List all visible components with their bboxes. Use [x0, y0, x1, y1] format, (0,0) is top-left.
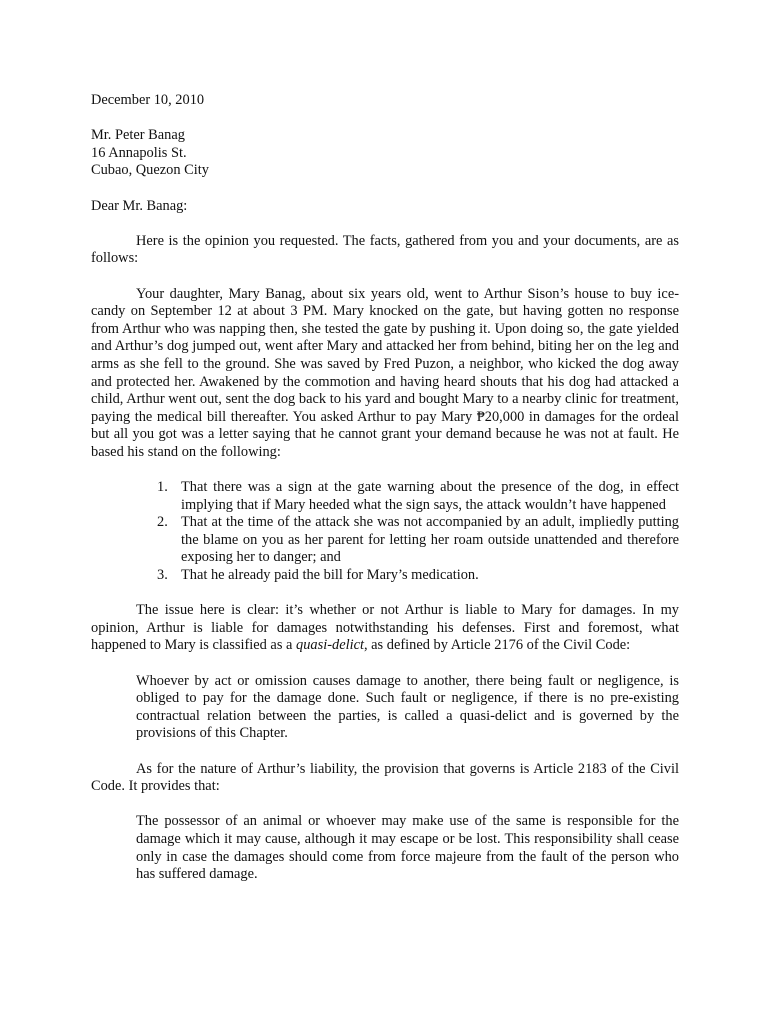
recipient-city: Cubao, Quezon City: [91, 162, 209, 179]
article-2176-quote: Whoever by act or omission causes damage to another, there being fault or negligence, is obliged to pay for the damage done. Such fault or negligence, if there is no pre-existing contractual relation between the parties, is called a quasi-delict and is governed by the provisions of this Chapter.: [136, 672, 679, 742]
recipient-address: [91, 127, 679, 180]
article-2183-quote: The possessor of an animal or whoever may make use of the same is responsible for the damage which it may cause, although it may escape or be lost. This responsibility shall cease only in case the damages should come from force majeure from the fault of the person who has suffered damage.: [136, 813, 679, 883]
intro-paragraph: Here is the opinion you requested. The facts, gathered from you and your documents, are as follows:: [91, 232, 679, 267]
list-item-text: That he already paid the bill for Mary’s medication.: [181, 567, 479, 584]
list-item: [157, 567, 679, 585]
recipient-name: Mr. Peter Banag: [91, 127, 185, 144]
facts-paragraph: Your daughter, Mary Banag, about six years old, went to Arthur Sison’s house to buy ice-candy on September 12 at about 3 PM. Mary knocked on the gate, but having gotten no response from Arthur who was napping then, she tested the gate by pushing it. Upon doing so, the gate yielded and Arthur’s dog jumped out, went after Mary and attacked her from behind, biting her on the leg and arms as she fell to the ground. She was saved by Fred Puzon, a neighbor, who kicked the dog away and protected her. Awakened by the commotion and having heard shouts that his dog had attacked a child, Arthur went out, sent the dog back to his yard and bought Mary to a nearby clinic for treatment, paying the medical bill thereafter. You asked Arthur to pay Mary ₱20,000 in damages for the ordeal but all you got was a letter saying that he cannot grant your demand because he was not at fault. He based his stand on the following:: [91, 285, 679, 460]
letter-body: [91, 92, 679, 901]
list-item: [157, 479, 679, 514]
salutation: Dear Mr. Banag:: [91, 197, 188, 214]
issue-text-before: The issue here is clear: it’s whether or not Arthur is liable to Mary for damages. In my opinion, Arthur is liable for damages notwithstanding his defenses. First and foremost, what happened to Mary is classified as a: [91, 602, 679, 654]
issue-text-after: , as defined by Article 2176 of the Civil Code:: [363, 637, 631, 654]
recipient-street: 16 Annapolis St.: [91, 144, 187, 161]
defenses-list: [91, 479, 679, 585]
list-item: [157, 514, 679, 567]
list-item-text: That at the time of the attack she was not accompanied by an adult, impliedly putting the blame on you as her parent for letting her roam outside unattended and therefore exposing her to danger; and: [181, 514, 679, 566]
list-item-number: 3.: [157, 567, 168, 584]
quasi-delict-term: quasi-delict: [296, 637, 364, 654]
list-item-text: That there was a sign at the gate warning about the presence of the dog, in effect implying that if Mary heeded what the sign says, the attack wouldn’t have happened: [181, 479, 679, 513]
list-item-number: 1.: [157, 479, 168, 496]
nature-paragraph: As for the nature of Arthur’s liability, the provision that governs is Article 2183 of the Civil Code. It provides that:: [91, 760, 679, 795]
list-item-number: 2.: [157, 514, 168, 531]
letter-date: December 10, 2010: [91, 92, 205, 108]
issue-paragraph: [91, 602, 679, 655]
